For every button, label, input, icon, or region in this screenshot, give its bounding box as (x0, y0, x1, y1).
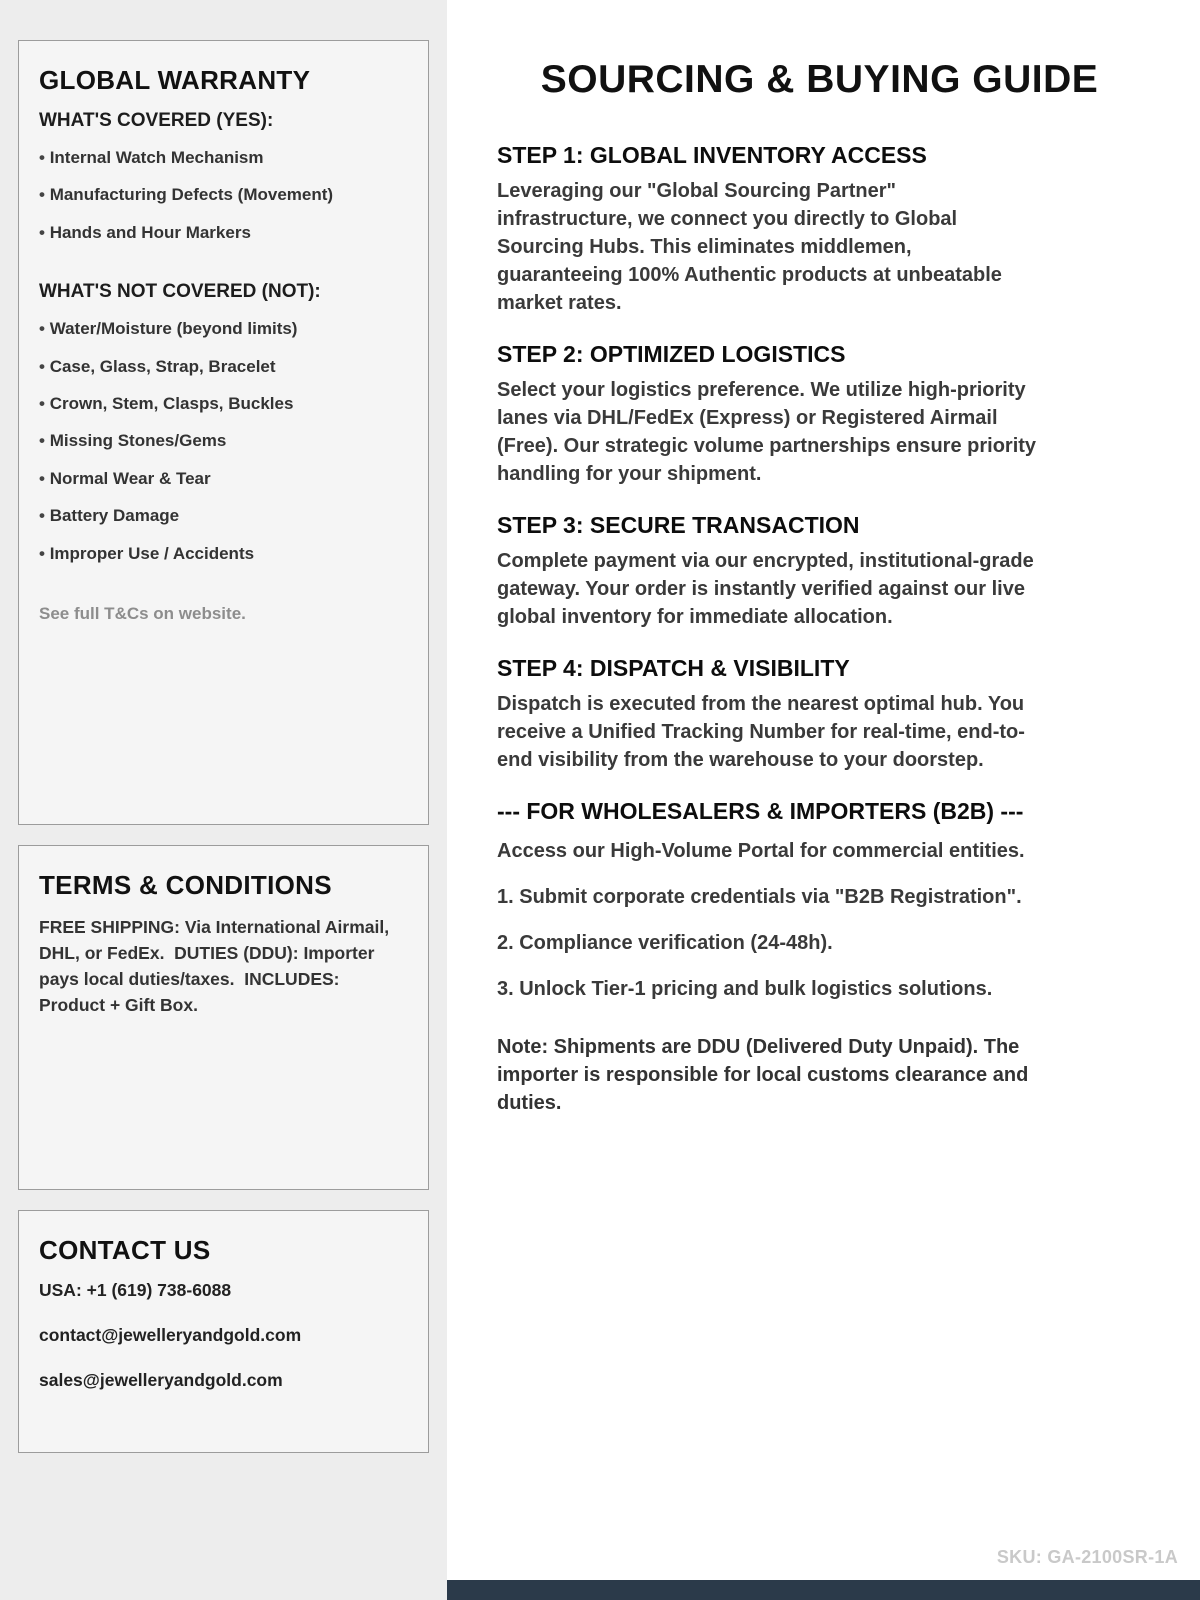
step-4-section (497, 655, 1142, 774)
warranty-covered-list (39, 148, 408, 243)
warranty-not-covered-title: WHAT'S NOT COVERED (NOT): (39, 281, 321, 303)
step-2-body: Select your logistics preference. We utilize high-priority lanes via DHL/FedEx (Express) or Registered Airmail (Free). Our strategic volume partnerships ensure priority handling for your shipment. (497, 379, 1037, 485)
list-item: • Improper Use / Accidents (39, 544, 408, 564)
footer-bar (447, 1580, 1200, 1600)
list-item: • Crown, Stem, Clasps, Buckles (39, 394, 408, 414)
step-3-heading: STEP 3: SECURE TRANSACTION (497, 512, 860, 538)
sku-label: SKU: GA-2100SR-1A (996, 1547, 1178, 1567)
b2b-intro: Access our High-Volume Portal for commercial entities. (497, 840, 1025, 862)
list-item: • Missing Stones/Gems (39, 431, 408, 451)
b2b-section (497, 798, 1142, 1117)
terms-body: FREE SHIPPING: Via International Airmail, DHL, or FedEx. DUTIES (DDU): Importer pays local duties/taxes. INCLUDES: Product + Gift Box. (39, 917, 394, 1015)
terms-title: TERMS & CONDITIONS (39, 870, 332, 900)
contact-email-primary: contact@jewelleryandgold.com (39, 1325, 302, 1345)
list-item: • Normal Wear & Tear (39, 469, 408, 489)
step-3-body: Complete payment via our encrypted, institutional-grade gateway. Your order is instantly verified against our live global inventory for immediate allocation. (497, 550, 1034, 628)
list-item: • Water/Moisture (beyond limits) (39, 319, 408, 339)
contact-phone: USA: +1 (619) 738-6088 (39, 1280, 232, 1300)
step-4-heading: STEP 4: DISPATCH & VISIBILITY (497, 655, 850, 681)
step-4-body: Dispatch is executed from the nearest optimal hub. You receive a Unified Tracking Number for real-time, end-to-end visibility from the warehouse to your doorstep. (497, 693, 1025, 771)
contact-title: CONTACT US (39, 1235, 211, 1265)
step-2-heading: STEP 2: OPTIMIZED LOGISTICS (497, 341, 846, 367)
warranty-not-covered-list (39, 319, 408, 564)
contact-email-sales: sales@jewelleryandgold.com (39, 1370, 283, 1390)
main-content (447, 0, 1200, 1600)
terms-box (18, 845, 429, 1190)
step-1-body: Leveraging our "Global Sourcing Partner" infrastructure, we connect you directly to Global Sourcing Hubs. This eliminates middlemen, guaranteeing 100% Authentic products at unbeatable market rates. (497, 180, 1002, 314)
warranty-covered-title: WHAT'S COVERED (YES): (39, 110, 274, 131)
b2b-heading: --- FOR WHOLESALERS & IMPORTERS (B2B) --- (497, 798, 1024, 824)
step-1-heading: STEP 1: GLOBAL INVENTORY ACCESS (497, 142, 927, 168)
sidebar (0, 0, 447, 1600)
b2b-step-1: 1. Submit corporate credentials via "B2B Registration". (497, 886, 1022, 908)
list-item: • Manufacturing Defects (Movement) (39, 185, 408, 205)
warranty-title: GLOBAL WARRANTY (39, 65, 311, 95)
step-1-section (497, 142, 1142, 317)
page-title: SOURCING & BUYING GUIDE (540, 58, 1099, 101)
b2b-step-3: 3. Unlock Tier-1 pricing and bulk logistics solutions. (497, 978, 993, 1000)
b2b-step-2: 2. Compliance verification (24-48h). (497, 932, 833, 954)
list-item: • Hands and Hour Markers (39, 223, 408, 243)
contact-box (18, 1210, 429, 1453)
b2b-note: Note: Shipments are DDU (Delivered Duty Unpaid). The importer is responsible for local customs clearance and duties. (497, 1036, 1029, 1114)
step-3-section (497, 512, 1142, 631)
step-2-section (497, 341, 1142, 488)
list-item: • Case, Glass, Strap, Bracelet (39, 357, 408, 377)
list-item: • Battery Damage (39, 506, 408, 526)
list-item: • Internal Watch Mechanism (39, 148, 408, 168)
warranty-box (18, 40, 429, 825)
warranty-footnote: See full T&Cs on website. (39, 603, 246, 623)
